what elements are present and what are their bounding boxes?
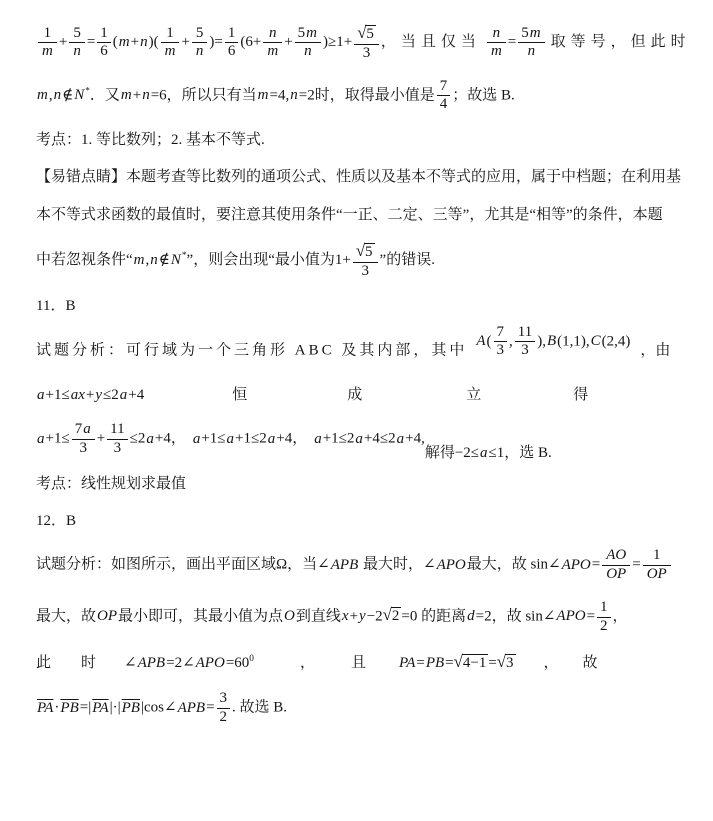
formula-it-segment: a	[119, 387, 128, 403]
q11-answer-line	[36, 296, 685, 316]
formula-it-segment: y	[359, 608, 366, 625]
formula-txt-segment: )(	[148, 34, 159, 51]
formula-txt-segment: 成	[347, 387, 363, 403]
document-body	[36, 23, 691, 725]
formula-txt-segment: ．又	[89, 87, 120, 104]
formula-it-segment: a	[37, 387, 45, 403]
q10-conclusion-line	[36, 79, 685, 114]
formula-frac-segment	[518, 26, 544, 61]
formula-ovl-segment: $\overline{PB}$	[121, 699, 140, 716]
formula-txt-segment: 3	[79, 440, 87, 456]
formula-txt-segment: =4,	[269, 87, 290, 104]
formula-frac-segment	[295, 26, 321, 61]
q10-tips-line-1	[36, 167, 685, 187]
formula-ovl-segment: $\overline{PB}$	[60, 699, 79, 716]
formula-it-segment: AO	[606, 547, 627, 564]
formula-txt-segment: +1≤2	[322, 430, 355, 447]
formula-txt-segment: )≥1+	[323, 34, 353, 51]
formula-frac-segment	[72, 422, 95, 457]
q10-tips-line-3	[36, 242, 685, 280]
formula-txt-segment: 3	[113, 440, 122, 456]
formula-txt-segment: +1≤2	[235, 430, 267, 447]
formula-txt-segment: +4≤2	[363, 430, 396, 447]
formula-it-segment: n	[142, 87, 150, 104]
formula-it-segment: APO	[195, 655, 225, 672]
formula-it-segment: a	[396, 430, 405, 447]
formula-sup-segment: *	[181, 250, 187, 261]
formula-txt-segment: +	[130, 34, 140, 51]
formula-it-segment: n	[73, 43, 81, 60]
formula-txt-segment: 故	[582, 655, 598, 672]
formula-it-segment: n	[195, 43, 204, 60]
formula-txt-segment: 3	[362, 44, 371, 61]
formula-it-segment: n	[150, 251, 158, 268]
formula-txt-segment: =2时，取得最小值是	[298, 87, 435, 104]
formula-txt-segment: 【易错点睛】本题考查等比数列的通项公式、性质以及基本不等式的应用，属于中档题；在利用基	[36, 169, 682, 186]
formula-txt-segment: −2≤	[454, 444, 480, 461]
formula-it-segment: n	[527, 43, 536, 60]
formula-txt-segment: |	[140, 699, 144, 716]
formula-txt-segment: =	[586, 608, 596, 625]
formula-it-segment: m	[42, 43, 53, 60]
q11-analysis-line-1	[36, 323, 685, 369]
formula-txt-segment: 7	[74, 421, 83, 438]
formula-sqrt-segment: √5	[355, 240, 373, 260]
q12-analysis-line-1	[36, 548, 685, 583]
formula-txt-segment: 7	[439, 77, 448, 94]
formula-txt-segment: =2∠	[166, 655, 195, 672]
formula-it-segment: a	[314, 430, 322, 447]
formula-txt-segment: +1≤	[201, 430, 226, 447]
formula-it-segment: m	[529, 24, 541, 41]
formula-txt-segment: =	[632, 556, 641, 573]
formula-frac-segment	[38, 26, 57, 61]
formula-txt-segment: 1	[166, 24, 174, 41]
formula-txt-segment: 5	[521, 24, 529, 41]
formula-txt-segment: =	[591, 556, 601, 573]
formula-it-segment: m	[164, 43, 176, 60]
formula-sup-segment: 0	[249, 654, 254, 665]
formula-txt-segment: +4，	[154, 430, 186, 447]
formula-it-segment: a	[192, 430, 201, 447]
formula-txt-segment: ；故选 B.	[452, 87, 515, 104]
formula-txt-segment: ,	[509, 333, 513, 350]
formula-txt-segment: +4，	[276, 430, 308, 447]
formula-it-segment: m	[267, 43, 279, 60]
formula-txt-segment: =	[206, 699, 215, 716]
formula-txt-segment: 3	[361, 262, 369, 279]
formula-it-segment: APO	[561, 556, 591, 573]
q12-analysis-line-4	[36, 691, 685, 726]
formula-txt-segment: ∠	[124, 655, 137, 672]
formula-txt-segment: (	[486, 333, 492, 350]
formula-frac-segment	[597, 600, 611, 635]
q10-inequality-derivation-line	[36, 23, 691, 62]
formula-txt-segment: 立	[466, 387, 482, 403]
formula-it-segment: ax	[70, 387, 85, 403]
formula-txt-segment: =0 的距离	[401, 608, 467, 625]
formula-txt-segment: ，当∠	[287, 556, 330, 573]
formula-txt-segment: 12．B	[36, 513, 77, 529]
formula-it-segment: m	[118, 34, 130, 51]
formula-it-segment: APB	[330, 556, 359, 573]
formula-txt-segment: 到直线	[295, 608, 341, 625]
q11-analysis-line-3	[36, 421, 685, 461]
formula-txt-segment: ≤1，	[488, 444, 520, 461]
formula-ovl-segment: $\overline{PA}$	[92, 699, 109, 716]
q10-tips-line-2	[36, 205, 685, 225]
q11-analysis-line-2	[36, 385, 685, 405]
q12-analysis-line-2	[36, 600, 685, 635]
formula-it-segment: C	[590, 333, 601, 350]
formula-txt-segment: 解得	[424, 444, 455, 461]
formula-it-segment: d	[467, 608, 475, 625]
formula-txt-segment: 4	[439, 96, 448, 113]
formula-txt-segment: 最大，故	[36, 608, 97, 625]
formula-txt-segment: −2	[366, 608, 383, 625]
formula-frac-segment	[97, 26, 111, 61]
formula-sup-segment: *	[85, 86, 90, 97]
formula-txt-segment: 取等号，但此时	[550, 34, 691, 51]
formula-txt-segment: |·|	[109, 699, 121, 716]
formula-sqrt-segment: √2	[382, 605, 400, 625]
formula-txt-segment: 5	[365, 243, 373, 260]
formula-it-segment: m	[490, 43, 502, 60]
formula-txt-segment: cos∠	[143, 699, 177, 716]
formula-frac-segment	[353, 242, 378, 280]
formula-sqrt-segment: √4−1	[453, 652, 487, 672]
formula-txt-segment: 恒	[232, 387, 248, 403]
formula-txt-segment: 3	[506, 655, 514, 672]
formula-txt-segment: 2	[391, 608, 400, 625]
formula-it-segment: a	[267, 430, 276, 447]
formula-txt-segment: ,	[48, 87, 53, 104]
formula-txt-segment: ≤2	[103, 387, 119, 403]
formula-txt-segment: . 故选 B.	[232, 699, 288, 716]
formula-txt-segment: ，	[299, 655, 315, 672]
formula-txt-segment: =	[86, 34, 96, 51]
formula-txt-segment: ，	[380, 34, 401, 51]
formula-it-segment: APB	[177, 699, 206, 716]
q12-answer-line	[36, 511, 685, 531]
formula-txt-segment: ”，则会出现“最小值为1+	[186, 251, 351, 268]
formula-txt-segment: ”的错误.	[379, 251, 435, 268]
formula-it-segment: A	[476, 333, 486, 350]
formula-txt-segment: 试题分析：可行域为一个三角形 ABC 及其内部，其中	[36, 342, 468, 359]
formula-it-segment: OP	[606, 566, 627, 582]
formula-txt-segment: 2	[219, 708, 228, 725]
formula-txt-segment: 2	[600, 617, 608, 634]
formula-it-segment: m	[120, 87, 132, 104]
q10-kaodian-line	[36, 130, 685, 150]
formula-txt-segment: 5	[297, 24, 306, 41]
formula-txt-segment: =	[488, 655, 497, 672]
formula-txt-segment: +	[132, 87, 142, 104]
formula-txt-segment: +	[85, 387, 95, 403]
formula-txt-segment: 6	[227, 43, 236, 60]
formula-txt-segment: 1	[227, 24, 236, 41]
formula-it-segment: PA	[398, 655, 416, 672]
formula-txt-segment: 本不等式求函数的最值时，要注意其使用条件“一正、二定、三等”，尤其是“相等”的条件，本题	[36, 206, 663, 223]
formula-txt-segment: +	[284, 34, 293, 51]
formula-txt-segment: 3	[521, 342, 529, 359]
formula-txt-segment: 此	[36, 655, 52, 672]
formula-txt-segment: +	[349, 608, 359, 625]
formula-it-segment: n	[492, 24, 501, 41]
formula-frac-segment	[69, 26, 85, 61]
formula-txt-segment: 且	[350, 655, 366, 672]
formula-txt-segment: =	[507, 34, 517, 51]
formula-frac-segment	[515, 325, 535, 360]
formula-txt-segment: ，	[612, 608, 628, 625]
formula-txt-segment: (	[112, 34, 118, 51]
formula-txt-segment: 11	[110, 421, 125, 438]
formula-it-segment: a	[480, 444, 488, 461]
formula-frac-segment	[643, 548, 671, 583]
formula-txt-segment: +	[181, 34, 190, 51]
formula-txt-segment: |	[88, 699, 92, 716]
formula-it-segment: m	[306, 24, 317, 41]
formula-frac-segment	[602, 548, 630, 583]
formula-txt-segment: +	[58, 34, 68, 51]
formula-it-segment: a	[83, 421, 91, 438]
formula-txt-segment: +1≤	[45, 430, 70, 447]
formula-txt-segment: 11．B	[36, 298, 76, 315]
formula-it-segment: n	[269, 24, 277, 41]
formula-txt-segment: ·	[54, 699, 60, 716]
formula-it-segment: m	[257, 87, 269, 104]
formula-frac-segment	[437, 79, 451, 114]
formula-txt-segment: ≤2	[129, 430, 146, 447]
formula-txt-segment: ,	[145, 251, 150, 268]
formula-txt-segment: 得	[573, 387, 589, 403]
formula-txt-segment: ，	[543, 655, 559, 672]
formula-txt-segment: ，由	[640, 342, 671, 359]
formula-sqrt-segment: √5	[357, 23, 374, 42]
formula-txt-segment: 4−1	[462, 655, 487, 672]
formula-it-segment: OP	[646, 566, 667, 582]
formula-txt-segment: ∉	[62, 87, 74, 104]
formula-it-segment: APB	[137, 655, 166, 672]
formula-it-segment: APO	[556, 608, 586, 625]
formula-txt-segment: +	[96, 430, 106, 447]
formula-it-segment: y	[95, 387, 103, 403]
formula-it-segment: m	[133, 251, 145, 268]
formula-it-segment: m	[37, 87, 48, 104]
formula-txt-segment: =2，故 sin∠	[475, 608, 556, 625]
formula-frac-segment	[494, 325, 508, 360]
formula-frac-segment	[354, 24, 379, 62]
formula-it-segment: OP	[97, 608, 118, 625]
formula-txt-segment: 5	[366, 26, 374, 42]
formula-frac-segment	[107, 422, 127, 457]
formula-txt-segment: 考点：1. 等比数列；2. 基本不等式.	[36, 132, 265, 148]
formula-txt-segment: =	[79, 699, 89, 716]
formula-frac-segment	[487, 26, 506, 61]
formula-it-segment: n	[53, 87, 62, 104]
formula-txt-segment: =6，所以只有当	[150, 87, 257, 104]
formula-it-segment: APO	[436, 556, 466, 573]
formula-it-segment: N	[74, 87, 85, 104]
formula-it-segment: a	[226, 430, 235, 447]
formula-it-segment: a	[37, 430, 45, 447]
formula-txt-segment: 5	[195, 24, 204, 41]
formula-txt-segment: 3	[496, 342, 505, 359]
formula-it-segment: n	[304, 43, 312, 60]
formula-txt-segment: 1	[100, 24, 108, 41]
formula-txt-segment: 最小即可，其最小值为点	[118, 608, 284, 625]
formula-txt-segment: 1	[43, 24, 52, 41]
formula-frac-segment	[225, 26, 239, 61]
formula-txt-segment: Ω	[276, 556, 288, 573]
formula-txt-segment: 考点：线性规划求最值	[36, 475, 187, 492]
formula-txt-segment: 7	[496, 323, 505, 340]
formula-txt-segment: 3	[219, 689, 228, 706]
formula-txt-segment: 中若忽视条件“	[36, 251, 133, 268]
formula-txt-segment: (6+	[240, 34, 262, 51]
formula-it-segment: x	[341, 608, 349, 625]
formula-sqrt-segment: √3	[496, 652, 514, 672]
formula-frac-segment	[192, 26, 208, 61]
formula-txt-segment: 1	[600, 598, 608, 615]
formula-txt-segment: ),	[537, 333, 546, 350]
formula-it-segment: N	[170, 251, 181, 268]
formula-sh-segment	[425, 443, 552, 463]
formula-ovl-segment: $\overline{PA}$	[37, 699, 54, 716]
formula-txt-segment: =	[445, 655, 454, 672]
formula-txt-segment: =	[416, 655, 425, 672]
formula-txt-segment: 当且仅当	[400, 34, 481, 51]
formula-it-segment: n	[290, 87, 298, 104]
formula-it-segment: a	[355, 430, 363, 447]
formula-txt-segment: (1,1),	[557, 333, 590, 350]
formula-txt-segment: =60	[225, 655, 250, 672]
formula-txt-segment: 最大时，∠	[359, 556, 436, 573]
formula-it-segment: O	[284, 608, 295, 625]
formula-txt-segment: +4	[128, 387, 145, 403]
formula-txt-segment: (2,4)	[601, 333, 631, 350]
formula-txt-segment: 时	[81, 655, 97, 672]
formula-txt-segment: 最大，故 sin∠	[466, 556, 561, 573]
formula-txt-segment: 选 B.	[519, 444, 552, 461]
formula-it-segment: B	[546, 333, 557, 350]
formula-frac-segment	[217, 691, 231, 726]
formula-txt-segment: +1≤	[45, 387, 70, 403]
formula-txt-segment: 11	[517, 323, 533, 340]
formula-txt-segment: 6	[100, 43, 108, 60]
formula-txt-segment: 1	[652, 547, 661, 564]
formula-frac-segment	[263, 26, 282, 61]
formula-it-segment: a	[146, 430, 154, 447]
formula-sh-segment	[475, 325, 630, 360]
formula-txt-segment: ∉	[158, 251, 170, 268]
formula-it-segment: PB	[425, 655, 445, 672]
formula-txt-segment: 5	[73, 24, 81, 41]
formula-it-segment: n	[140, 34, 148, 51]
q12-analysis-line-3	[36, 651, 685, 674]
formula-txt-segment: +4,	[405, 430, 425, 447]
formula-txt-segment: )=	[209, 34, 223, 51]
formula-txt-segment: 试题分析：如图所示，画出平面区域	[36, 556, 277, 573]
formula-frac-segment	[161, 26, 180, 61]
q11-kaodian-line	[36, 474, 685, 494]
